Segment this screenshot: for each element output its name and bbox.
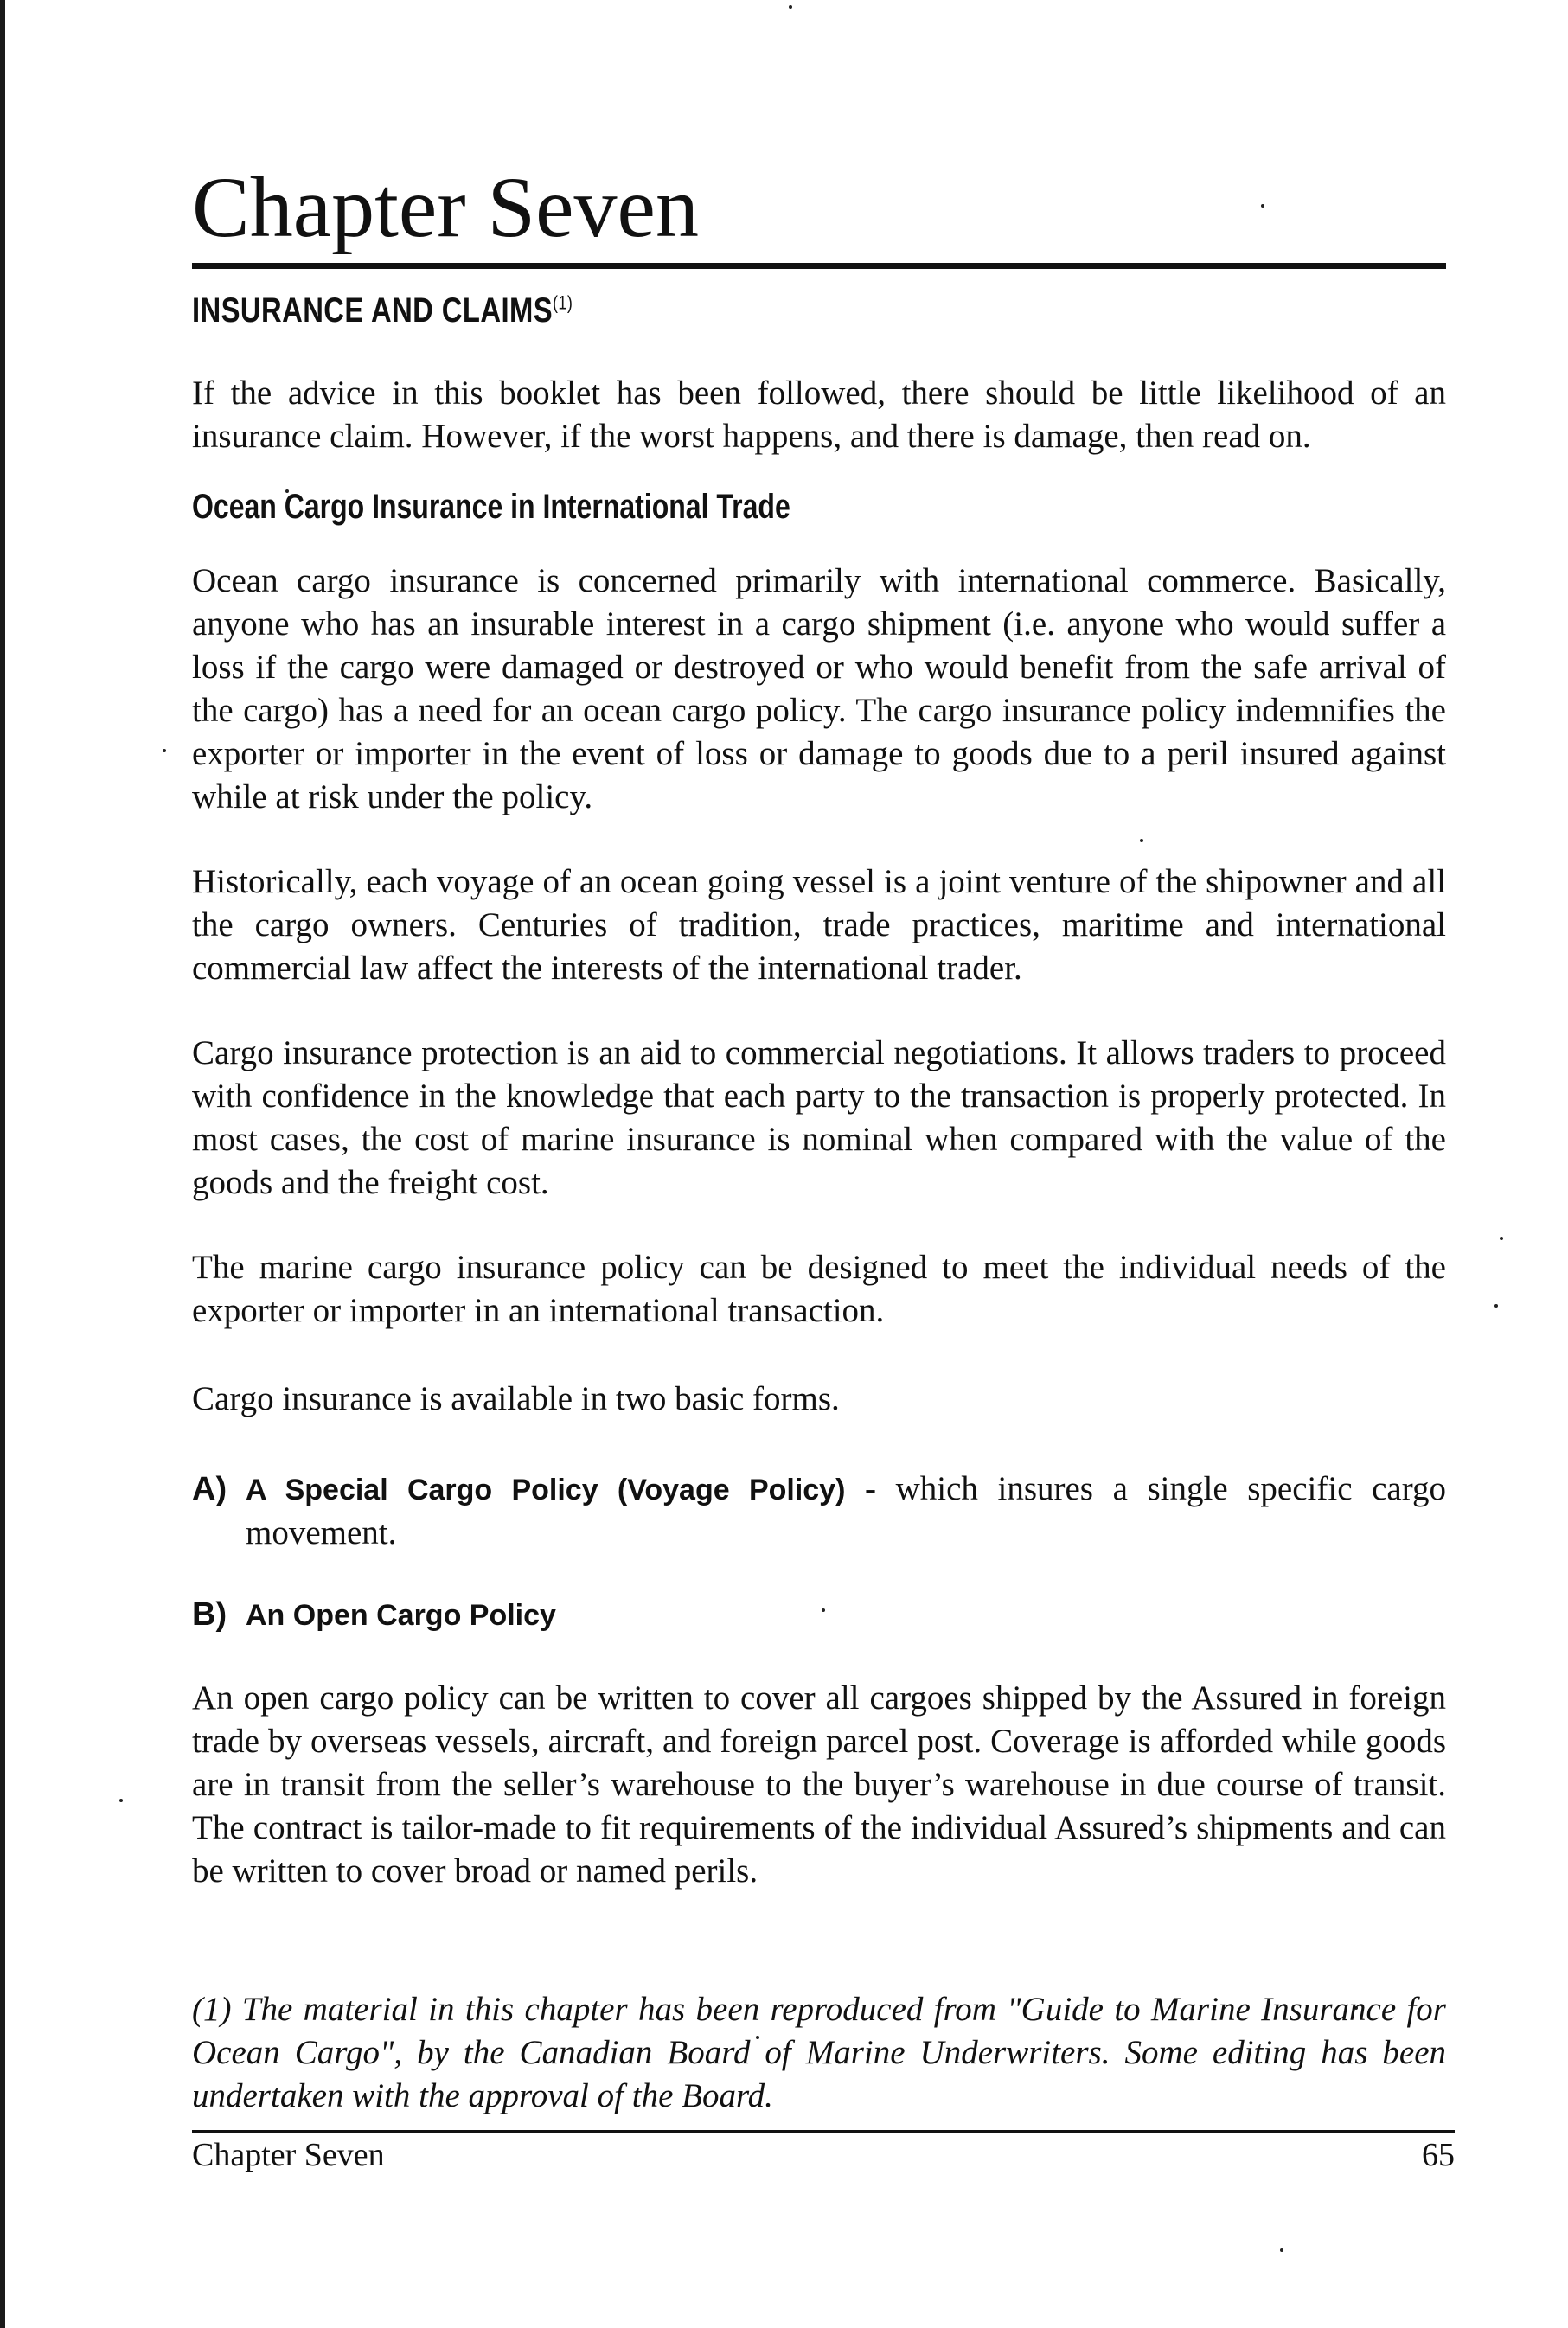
footnote: (1) The material in this chapter has been reproduced from "Guide to Marine Insurance for Ocean Cargo", by the Canadian Board of Marine Underwriters. Some editing has been undertaken with the approval of the Board. bbox=[192, 1991, 1446, 2114]
scan-speck bbox=[1494, 1304, 1498, 1308]
policy-title: An Open Cargo Policy bbox=[246, 1599, 556, 1632]
page-content bbox=[192, 159, 1455, 2174]
scan-speck bbox=[119, 1799, 123, 1802]
policy-item-a bbox=[192, 1468, 1446, 1555]
footer-rule bbox=[192, 2130, 1455, 2133]
chapter-title: Chapter Seven bbox=[192, 159, 699, 255]
page-footer bbox=[192, 2136, 1455, 2174]
section-heading-text: INSURANCE AND CLAIMS bbox=[192, 291, 553, 329]
policy-title: A Special Cargo Policy (Voyage Policy) bbox=[246, 1474, 846, 1506]
policy-letter: A) bbox=[192, 1471, 227, 1507]
footer-chapter-label: Chapter Seven bbox=[192, 2137, 385, 2173]
section-heading bbox=[192, 291, 1220, 330]
page-number: 65 bbox=[1422, 2137, 1455, 2173]
policy-item-b bbox=[192, 1593, 1446, 1637]
footnote-reference: (1) bbox=[552, 291, 573, 314]
paragraph: The marine cargo insurance policy can be designed to meet the individual needs of the exporter or importer in an international transaction. bbox=[192, 1249, 1446, 1329]
paragraph: Ocean cargo insurance is concerned primarily with international commerce. Basically, anyone who has an insurable interest in a cargo shipment (i.e. anyone who would suffer a loss if the cargo were damaged or destroyed or who would benefit from the safe arrival of the cargo) has a need for an ocean cargo policy. The cargo insurance policy indemnifies the exporter or importer in the event of loss or damage to goods due to a peril insured against while at risk under the policy. bbox=[192, 562, 1446, 815]
policy-body bbox=[246, 1468, 1446, 1555]
policy-description: - which insures a single specific cargo movement. bbox=[246, 1470, 1446, 1551]
intro-paragraph: If the advice in this booklet has been followed, there should be little likelihood of an insurance claim. However, if the worst happens, and there is damage, then read on. bbox=[192, 374, 1446, 455]
scan-edge bbox=[0, 0, 5, 2328]
subheading-ocean-cargo: Ocean Cargo Insurance in International Trade bbox=[192, 488, 790, 526]
open-policy-paragraph: An open cargo policy can be written to cover all cargoes shipped by the Assured in foreign trade by overseas vessels, aircraft, and foreign parcel post. Coverage is afforded while goods are in transit from the seller’s warehouse to the buyer’s warehouse in due course of transit. The contract is tailor-made to fit requirements of the individual Assured’s shipments and can be written to cover broad or named perils. bbox=[192, 1679, 1446, 1890]
policy-letter: B) bbox=[192, 1596, 227, 1633]
paragraph: Cargo insurance is available in two basic forms. bbox=[192, 1380, 840, 1417]
paragraph: Cargo insurance protection is an aid to commercial negotiations. It allows traders to proceed with confidence in the knowledge that each party to the transaction is properly protected. In most cases, the cost of marine insurance is nominal when compared with the value of the goods and the freight cost. bbox=[192, 1034, 1446, 1201]
scan-speck bbox=[1280, 2248, 1283, 2252]
scan-speck bbox=[789, 5, 792, 9]
policy-body bbox=[246, 1593, 1446, 1637]
title-rule bbox=[192, 263, 1446, 269]
scan-speck bbox=[1500, 1237, 1503, 1240]
scan-speck bbox=[163, 749, 166, 752]
paragraph: Historically, each voyage of an ocean going vessel is a joint venture of the shipowner and all the cargo owners. Centuries of tradition, trade practices, maritime and international commercial law affect the interests of the international trader. bbox=[192, 863, 1446, 987]
